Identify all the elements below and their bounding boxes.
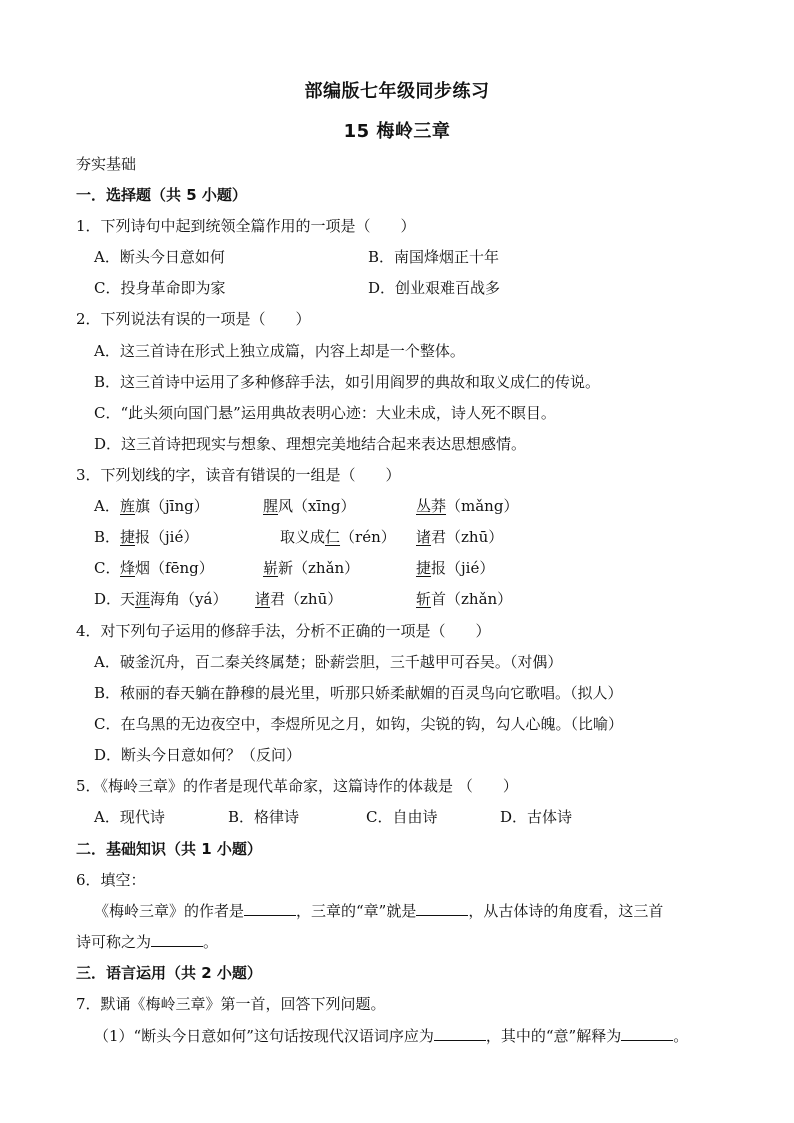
fill-blank[interactable]: [416, 901, 468, 916]
option-word-1: 烽烟（fēng）: [120, 559, 214, 577]
option-word-2: 诸君（zhū）: [255, 590, 343, 608]
option-word-3: 捷报（jié）: [416, 559, 495, 577]
question-1-option-d: D．创业艰难百战多: [368, 279, 501, 297]
question-7-stem: 7．默诵《梅岭三章》第一首，回答下列问题。: [76, 995, 386, 1013]
option-word-2: 崭新（zhǎn）: [263, 559, 360, 577]
option-label: A．: [94, 497, 120, 515]
lesson-title: 15 梅岭三章: [343, 121, 451, 142]
question-6-line-2: 诗可称之为 。: [76, 933, 219, 951]
fill-blank[interactable]: [434, 1026, 486, 1041]
question-3-stem: 3．下列划线的字，读音有错误的一组是（ ）: [76, 466, 401, 484]
question-5-option-b: B．格律诗: [228, 808, 300, 826]
question-1-option-c: C．投身革命即为家: [94, 279, 226, 297]
option-word-3: 丛莽（mǎng）: [416, 497, 519, 515]
question-6-line-1: 《梅岭三章》的作者是 ，三章的“章”就是 ，从古体诗的角度看，这三首: [94, 902, 664, 920]
fill-blank[interactable]: [244, 901, 296, 916]
question-1-option-a: A．断头今日意如何: [94, 248, 225, 266]
question-4-option-c: C．在乌黑的无边夜空中，李煜所见之月，如钩，尖锐的钩，勾人心魄。（比喻）: [94, 715, 623, 733]
question-4-stem: 4．对下列句子运用的修辞手法，分析不正确的一项是（ ）: [76, 622, 491, 640]
question-5-option-c: C．自由诗: [366, 808, 438, 826]
section-heading-choice: 一．选择题（共 5 小题）: [76, 186, 247, 204]
document-title: 部编版七年级同步练习: [304, 81, 490, 102]
question-5-option-a: A．现代诗: [94, 808, 165, 826]
question-4-option-b: B．秾丽的春天躺在静穆的晨光里，听那只娇柔献媚的百灵鸟向它歌唱。（拟人）: [94, 684, 623, 702]
option-label: B．: [94, 528, 121, 546]
question-5-stem: 5．《梅岭三章》的作者是现代革命家，这篇诗作的体裁是 （ ）: [76, 777, 518, 795]
question-1-stem: 1．下列诗句中起到统领全篇作用的一项是（ ）: [76, 217, 416, 235]
question-2-stem: 2．下列说法有误的一项是（ ）: [76, 310, 311, 328]
option-label: D．: [94, 590, 122, 608]
question-6-stem: 6．填空：: [76, 871, 146, 889]
question-2-option-c: C．“此头须向国门悬”运用典故表明心迹：大业未成，诗人死不瞑目。: [94, 404, 556, 422]
question-3-option-a: [0, 495, 794, 517]
question-2-option-b: B．这三首诗中运用了多种修辞手法，如引用阎罗的典故和取义成仁的传说。: [94, 373, 601, 391]
option-word-2: 腥风（xīng）: [263, 497, 356, 515]
question-3-option-c: [0, 557, 794, 579]
question-1-option-b: B．南国烽烟正十年: [368, 248, 500, 266]
option-word-1: 天涯海角（yá）: [120, 590, 228, 608]
subhead: 夯实基础: [76, 155, 137, 173]
option-word-2: 取义成仁（rén）: [280, 528, 396, 546]
question-3-option-d: [0, 588, 794, 610]
section-heading-basics: 二．基础知识（共 1 小题）: [76, 840, 262, 858]
question-7-sub-1: （1）“断头今日意如何”这句话按现代汉语词序应为 ，其中的“意”解释为 。: [94, 1027, 689, 1045]
question-4-option-d: D．断头今日意如何？（反问）: [94, 746, 302, 764]
question-4-option-a: A．破釜沉舟，百二秦关终属楚；卧薪尝胆，三千越甲可吞吴。（对偶）: [94, 653, 563, 671]
fill-blank[interactable]: [151, 932, 203, 947]
question-5-option-d: D．古体诗: [500, 808, 573, 826]
option-word-3: 斩首（zhǎn）: [416, 590, 513, 608]
section-heading-usage: 三．语言运用（共 2 小题）: [76, 964, 262, 982]
option-word-1: 旌旗（jīng）: [120, 497, 209, 515]
fill-blank[interactable]: [621, 1026, 673, 1041]
option-label: C．: [94, 559, 121, 577]
question-2-option-d: D．这三首诗把现实与想象、理想完美地结合起来表达思想感情。: [94, 435, 527, 453]
question-3-option-b: [0, 526, 794, 548]
option-word-3: 诸君（zhū）: [416, 528, 504, 546]
question-2-option-a: A．这三首诗在形式上独立成篇，内容上却是一个整体。: [94, 342, 465, 360]
option-word-1: 捷报（jié）: [120, 528, 199, 546]
